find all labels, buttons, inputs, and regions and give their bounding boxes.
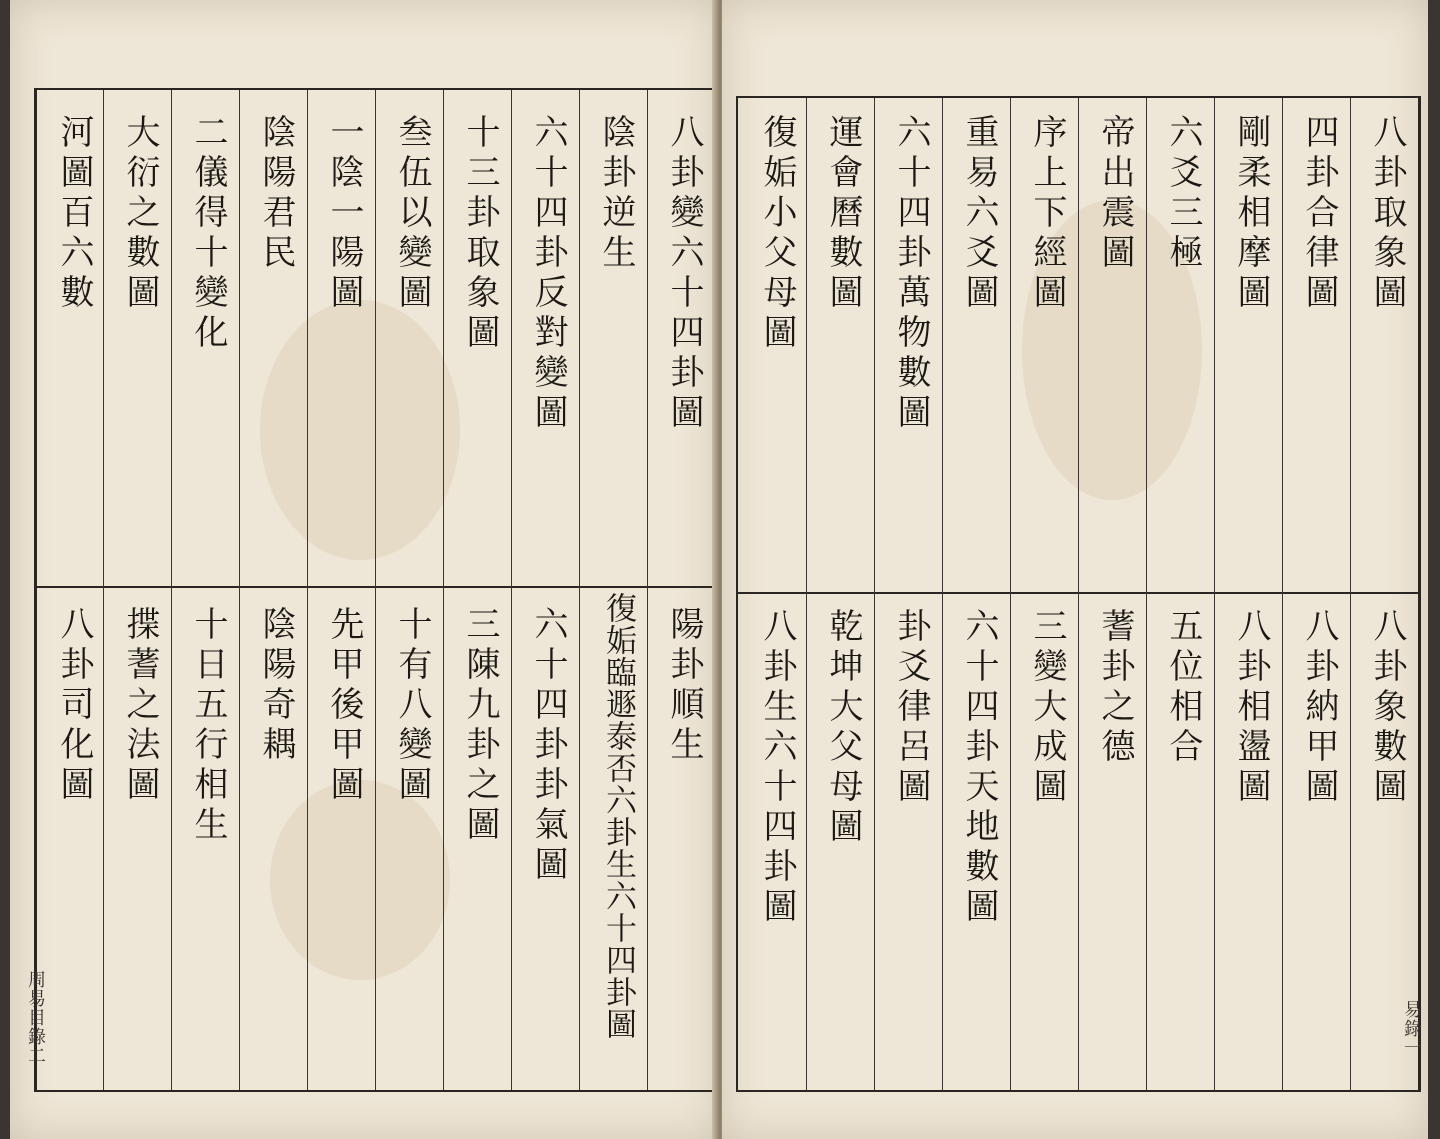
- toc-entry: 陰卦逆生: [596, 114, 636, 274]
- toc-entry: 蓍卦之德: [1095, 608, 1135, 768]
- toc-entry: 二儀得十變化: [188, 114, 228, 354]
- right-page-frame: [736, 96, 1421, 1092]
- toc-entry: 序上下經圖: [1027, 114, 1067, 314]
- toc-entry: 運會曆數圖: [823, 114, 863, 314]
- toc-entry: 十日五行相生: [188, 606, 228, 846]
- toc-entry: 先甲後甲圖: [324, 606, 364, 806]
- toc-entry: 十三卦取象圖: [460, 114, 500, 354]
- toc-entry: 叁伍以變圖: [392, 114, 432, 314]
- toc-entry: 復姤小父母圖: [757, 114, 797, 354]
- right-page: [722, 0, 1428, 1139]
- toc-entry: 五位相合: [1163, 608, 1203, 768]
- toc-entry: 復姤臨遯泰否六卦生六十四卦圖: [600, 592, 636, 1040]
- toc-entry: 乾坤大父母圖: [823, 608, 863, 848]
- toc-entry: 六十四卦萬物數圖: [891, 114, 931, 434]
- toc-entry: 陽卦順生: [664, 606, 704, 766]
- toc-entry: 六十四卦卦氣圖: [528, 606, 568, 886]
- toc-entry: 三變大成圖: [1027, 608, 1067, 808]
- left-row-divider: [37, 586, 715, 588]
- toc-entry: 六爻三極: [1163, 114, 1203, 274]
- folio-label: 易錄一: [1401, 1000, 1422, 1057]
- toc-entry: 十有八變圖: [392, 606, 432, 806]
- toc-entry: 八卦象數圖: [1367, 608, 1407, 808]
- toc-entry: 陰陽奇耦: [256, 606, 296, 766]
- toc-entry: 八卦司化圖: [54, 606, 94, 806]
- toc-entry: 大衍之數圖: [120, 114, 160, 314]
- toc-entry: 揲蓍之法圖: [120, 606, 160, 806]
- toc-entry: 三陳九卦之圖: [460, 606, 500, 846]
- left-page: [10, 0, 718, 1139]
- toc-entry: 六十四卦反對變圖: [528, 114, 568, 434]
- folio-label: 周易目錄二: [25, 970, 46, 1065]
- toc-entry: 八卦納甲圖: [1299, 608, 1339, 808]
- toc-entry: 剛柔相摩圖: [1231, 114, 1271, 314]
- toc-entry: 陰陽君民: [256, 114, 296, 274]
- toc-entry: 八卦變六十四卦圖: [664, 114, 704, 434]
- toc-entry: 河圖百六數: [54, 114, 94, 314]
- toc-entry: 四卦合律圖: [1299, 114, 1339, 314]
- toc-entry: 帝出震圖: [1095, 114, 1135, 274]
- toc-entry: 一陰一陽圖: [324, 114, 364, 314]
- toc-entry: 八卦相盪圖: [1231, 608, 1271, 808]
- toc-entry: 八卦生六十四卦圖: [757, 608, 797, 928]
- toc-entry: 八卦取象圖: [1367, 114, 1407, 314]
- left-page-frame: [34, 88, 717, 1092]
- toc-entry: 卦爻律呂圖: [891, 608, 931, 808]
- toc-entry: 六十四卦天地數圖: [959, 608, 999, 928]
- toc-entry: 重易六爻圖: [959, 114, 999, 314]
